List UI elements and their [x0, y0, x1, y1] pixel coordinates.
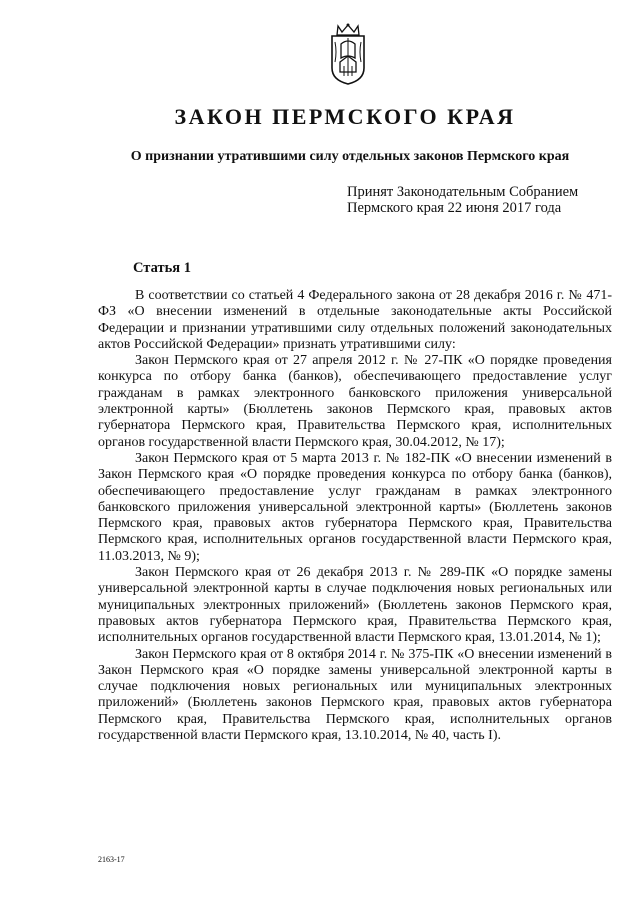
adoption-note-line: Пермского края 22 июня 2017 года: [347, 200, 562, 216]
article-heading: Статья 1: [133, 260, 191, 276]
body-paragraph: Закон Пермского края от 26 декабря 2013 г. № 289-ПК «О порядке замены универсальной электронной карты в случае подключения новых региональных или муниципальных электронных приложений» (Бюллетень законов Пермского края, правовых актов губернатора Пермского края, Правительства Пермского края, исполнительных органов государственной власти Пермского края, 13.01.2014, № 1);: [98, 565, 612, 646]
article-body: [98, 288, 612, 744]
adoption-note: [347, 184, 578, 216]
document-subtitle: О признании утратившими силу отдельных законов Пермского края: [130, 149, 570, 164]
body-paragraph: Закон Пермского края от 5 марта 2013 г. № 182-ПК «О внесении изменений в Закон Пермского края «О порядке проведения конкурса по отбору банка (банков), обеспечивающего предоставление услуг гражданам в рамках электронного банковского приложения универсальной электронной карты» (Бюллетень законов Пермского края, правовых актов губернатора Пермского края, Правительства Пермского края, исполнительных органов государственной власти Пермского края, 11.03.2013, № 9);: [98, 450, 612, 564]
coat-of-arms-icon: [326, 22, 370, 86]
document-code: 2163-17: [98, 855, 125, 864]
adoption-note-line: Принят Законодательным Собранием: [347, 184, 579, 200]
body-paragraph: Закон Пермского края от 27 апреля 2012 г. № 27-ПК «О порядке проведения конкурса по отбору банка (банков), обеспечивающего предоставление услуг гражданам в рамках электронного банковского приложения универсальной электронной карты» (Бюллетень законов Пермского края, правовых актов губернатора Пермского края, Правительства Пермского края, исполнительных органов государственной власти Пермского края, 30.04.2012, № 17);: [98, 353, 612, 450]
body-paragraph: Закон Пермского края от 8 октября 2014 г. № 375-ПК «О внесении изменений в Закон Пермского края «О порядке замены универсальной электронной карты в случае подключения новых региональных или муниципальных электронных приложений» (Бюллетень законов Пермского края, правовых актов губернатора Пермского края, Правительства Пермского края, исполнительных органов государственной власти Пермского края, 13.10.2014, № 40, часть I).: [98, 646, 612, 744]
document-title: ЗАКОН ПЕРМСКОГО КРАЯ: [174, 104, 516, 129]
body-paragraph: В соответствии со статьей 4 Федерального закона от 28 декабря 2016 г. № 471-ФЗ «О внесении изменений в отдельные законодательные акты Российской Федерации и признании утратившими силу отдельных положений законодательных актов Российской Федерации» признать утратившими силу:: [98, 288, 612, 352]
